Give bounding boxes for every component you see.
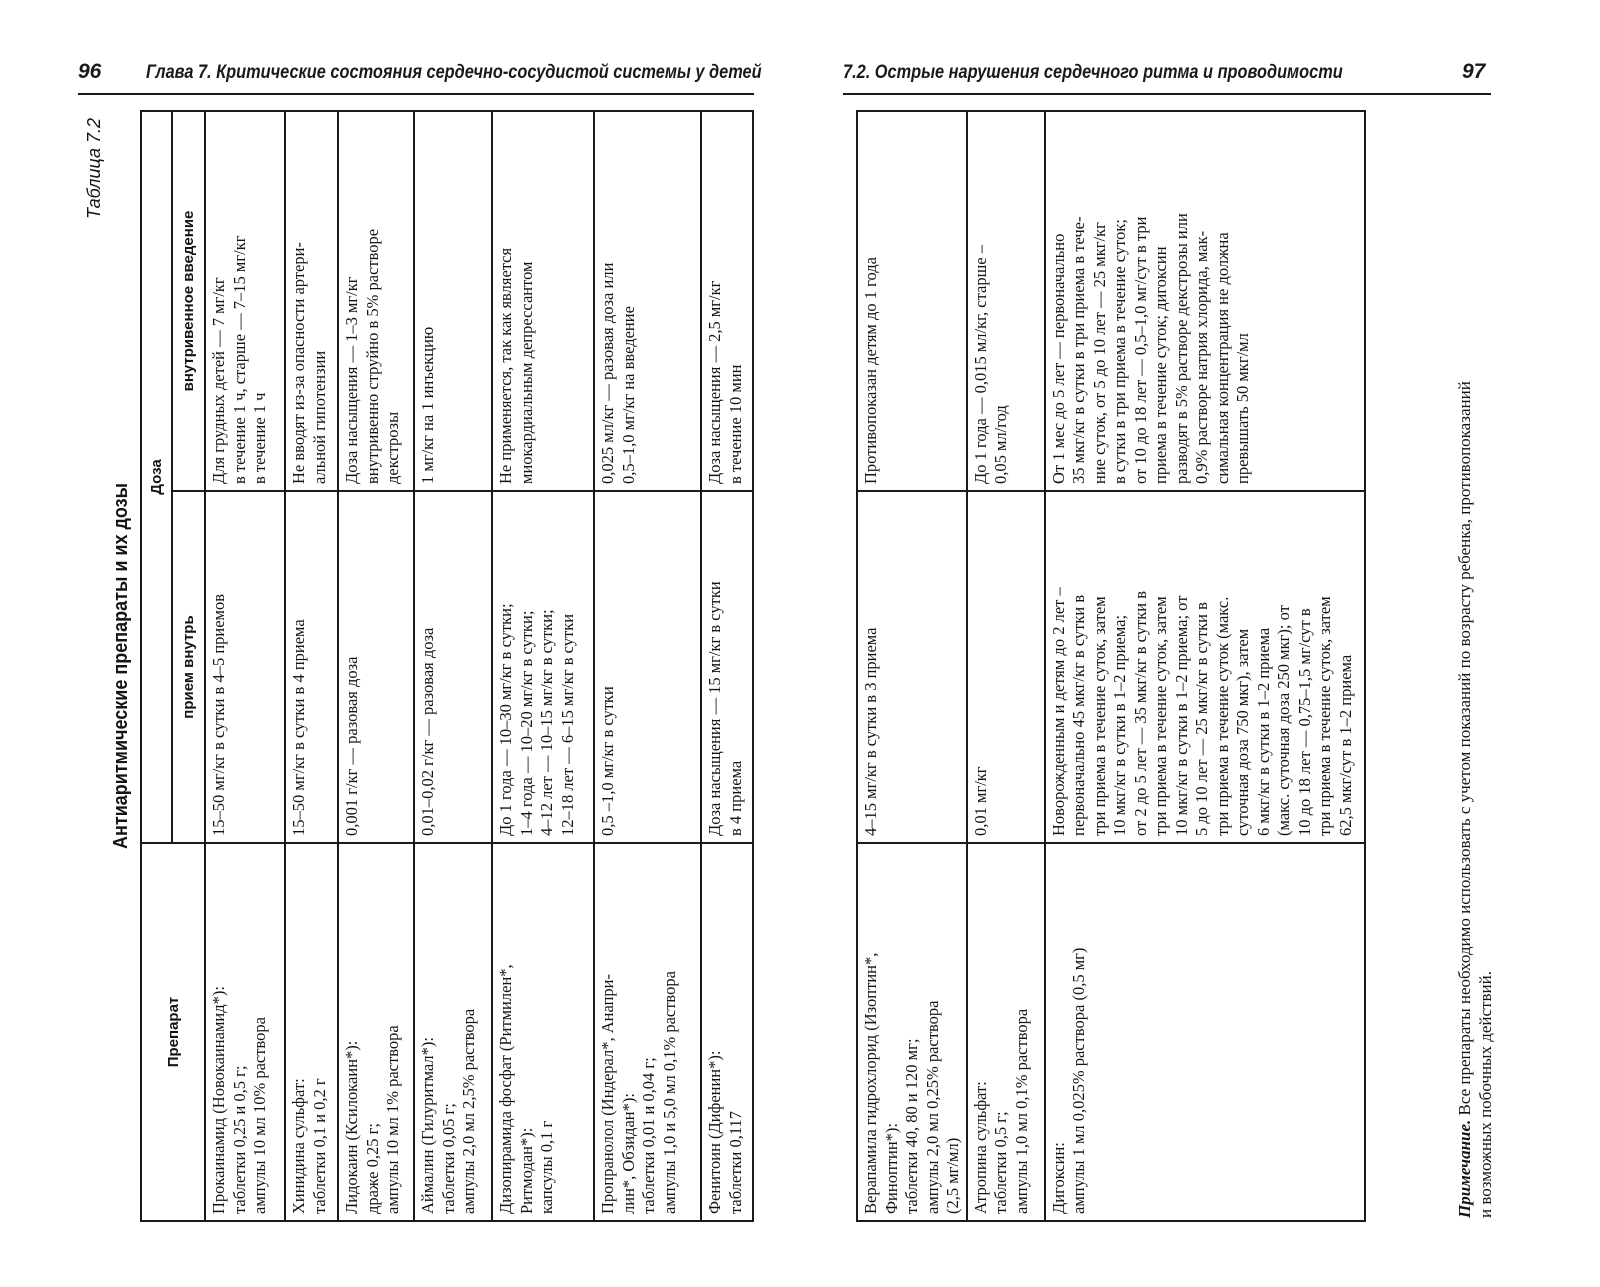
- cell-iv-line: в течение 1 ч, старше — 7–15 мг/кг: [229, 235, 249, 484]
- cell-oral: [338, 491, 414, 843]
- cell-iv-line: Не вводят из-за опасности артери-: [289, 242, 308, 484]
- cell-iv-line: 0,025 мл/кг — разовая доза или: [598, 262, 617, 484]
- left-header-rule: [78, 93, 754, 95]
- cell-drug-line: таблетки 0,05 г;: [438, 1103, 458, 1214]
- cell-oral-line: 0,01 мг/кг: [970, 766, 990, 836]
- cell-oral-line: 10 до 18 лет — 0,75–1,5 мг/сут в: [1294, 608, 1314, 836]
- cell-iv: [701, 111, 753, 491]
- cell-oral-line: 1–4 года — 10–20 мг/кг в сутки;: [516, 610, 536, 836]
- cell-drug-line: ампулы 10 мл 1% раствора: [383, 1025, 402, 1214]
- cell-oral: [701, 491, 753, 843]
- cell-oral-line: суточная доза 750 мкг), затем: [1233, 628, 1252, 836]
- cell-drug: [1045, 843, 1365, 1221]
- cell-oral-line: три приема в течение суток, затем: [1151, 596, 1170, 836]
- cell-drug-line: драже 0,25 г;: [362, 1123, 382, 1214]
- cell-drug: [492, 843, 594, 1221]
- table-row: [594, 111, 701, 1221]
- drug-table-left: [140, 110, 754, 1222]
- right-running-title: 7.2. Острые нарушения сердечного ритма и проводимости: [843, 62, 1343, 83]
- cell-iv-line: декстрозы: [383, 411, 402, 484]
- cell-oral-line: 4–15 мг/кг в сутки в 3 приема: [861, 627, 880, 836]
- cell-drug-line: ампулы 10 мл 10% раствора: [250, 1017, 269, 1214]
- col-drug-header: Препарат: [141, 843, 205, 1221]
- cell-drug-line: ампулы 1,0 мл 0,1% раствора: [1011, 1008, 1031, 1214]
- cell-iv: [967, 111, 1045, 491]
- cell-oral-line: 15–50 мг/кг в сутки в 4–5 приемов: [209, 593, 228, 836]
- right-header-rule: [843, 93, 1491, 95]
- cell-drug-line: таблетки 40, 80 и 120 мг;: [902, 1038, 921, 1214]
- cell-iv-line: ние суток, от 5 до 10 лет — 25 мкг/кг: [1089, 222, 1109, 484]
- table-row: [492, 111, 594, 1221]
- cell-oral-line: 10 мкг/кг в сутки в 1–2 приема;: [1110, 614, 1129, 836]
- cell-drug-line: Дигоксин:: [1048, 1142, 1068, 1214]
- cell-oral: [492, 491, 594, 843]
- cell-oral-line: три приема в течение суток (макс.: [1212, 596, 1232, 836]
- cell-iv: [205, 111, 285, 491]
- cell-oral-line: Доза насыщения — 15 мг/кг в сутки: [705, 581, 724, 836]
- cell-oral-line: 6 мкг/кг в сутки в 1–2 приема: [1253, 627, 1273, 836]
- cell-iv-line: в течение 10 мин: [725, 364, 745, 484]
- table-title: Антиаритмические препараты и их дозы: [110, 483, 132, 849]
- cell-drug-line: ампулы 1 мл 0,025% раствора (0,5 мг): [1069, 947, 1088, 1214]
- cell-oral-line: 5 до 10 лет — 25 мкг/кг в сутки в: [1192, 602, 1211, 836]
- cell-oral: [285, 491, 338, 843]
- note-line-2: и возможных побочных действий.: [1476, 971, 1495, 1218]
- cell-drug-line: Аймалин (Гилуритмал*):: [418, 1037, 437, 1214]
- cell-oral: [414, 491, 492, 843]
- cell-iv-line: альной гипотензии: [309, 350, 329, 484]
- cell-iv: [414, 111, 492, 491]
- cell-iv-line: Не применяется, так как является: [496, 247, 515, 484]
- cell-oral-line: 12–18 лет — 6–15 мг/кг в сутки: [557, 613, 577, 836]
- cell-iv: [594, 111, 701, 491]
- cell-oral-line: До 1 года — 10–30 мг/кг в сутки;: [496, 603, 515, 836]
- cell-oral-line: три приема в течение суток, затем: [1089, 596, 1109, 836]
- col-dose-header: Доза: [141, 111, 172, 843]
- cell-drug-line: таблетки 0,5 г;: [991, 1111, 1010, 1214]
- cell-iv: [285, 111, 338, 491]
- cell-oral: [594, 491, 701, 843]
- cell-drug-line: Лидокаин (Ксилокаин*):: [342, 1040, 361, 1214]
- cell-drug: [414, 843, 492, 1221]
- left-running-title: Глава 7. Критические состояния сердечно-сосудистой системы у детей: [146, 62, 762, 83]
- cell-iv-line: Доза насыщения — 2,5 мг/кг: [705, 280, 724, 484]
- left-page-number: 96: [78, 60, 102, 83]
- cell-oral: [205, 491, 285, 843]
- cell-drug-line: Фенитоин (Дифенин*):: [705, 1050, 724, 1214]
- cell-drug-line: таблетки 0,1 и 0,2 г: [309, 1078, 329, 1214]
- cell-iv-line: приема в течение суток; дигоксин: [1151, 246, 1170, 484]
- cell-oral-line: 0,01–0,02 г/кг — разовая доза: [418, 627, 437, 836]
- table-row: [1045, 111, 1365, 1221]
- cell-iv-line: разводят в 5% растворе декстрозы или: [1171, 213, 1191, 484]
- note-line-1: Все препараты необходимо использовать с учетом показаний по возрасту ребенка, противопоказаний: [1455, 381, 1474, 1120]
- right-page-rotated: [842, 110, 1532, 1222]
- cell-iv-line: симальная концентрация не должна: [1212, 232, 1232, 484]
- cell-drug: [338, 843, 414, 1221]
- cell-drug-line: Пропранолол (Индерал*, Анапри-: [598, 974, 617, 1214]
- cell-drug-line: таблетки 0,01 и 0,04 г;: [639, 1057, 658, 1214]
- cell-iv-line: Противопоказан детям до 1 года: [861, 257, 880, 484]
- left-page-rotated: [80, 110, 770, 1222]
- cell-iv-line: От 1 мес до 5 лет — первоначально: [1048, 233, 1068, 484]
- note-label: Примечание.: [1455, 1119, 1474, 1218]
- right-page-number: 97: [1462, 60, 1486, 83]
- cell-drug-line: Финоптин*):: [881, 1123, 901, 1214]
- drug-table-right: [856, 110, 1366, 1222]
- cell-oral-line: 4–12 лет — 10–15 мг/кг в сутки;: [537, 609, 556, 836]
- cell-drug: [967, 843, 1045, 1221]
- cell-drug: [205, 843, 285, 1221]
- cell-oral-line: 0,001 г/кг — разовая доза: [342, 656, 361, 836]
- cell-oral-line: Новорожденным и детям до 2 лет –: [1048, 587, 1068, 836]
- cell-drug-line: капсулы 0,1 г: [537, 1120, 556, 1214]
- cell-iv-line: Для грудных детей — 7 мг/кг: [209, 277, 228, 484]
- table-row: [967, 111, 1045, 1221]
- cell-iv-line: Доза насыщения — 1–3 мг/кг: [342, 276, 361, 484]
- cell-iv-line: в сутки в три приема в течение суток;: [1110, 219, 1129, 484]
- cell-iv-line: внутривенно струйно в 5% растворе: [362, 228, 382, 484]
- table-row: [414, 111, 492, 1221]
- cell-drug: [857, 843, 967, 1221]
- cell-drug-line: лин*, Обзидан*):: [618, 1093, 638, 1214]
- cell-iv-line: 35 мкг/кг в сутки в три приема в тече-: [1069, 216, 1088, 484]
- cell-oral-line: три приема в течение суток, затем: [1315, 596, 1334, 836]
- table-row: [205, 111, 285, 1221]
- cell-iv-line: 0,5–1,0 мг/кг на введение: [618, 306, 638, 484]
- cell-oral-line: 10 мкг/кг в сутки в 1–2 приема; от: [1171, 595, 1191, 836]
- cell-oral: [857, 491, 967, 843]
- cell-oral-line: в 4 приема: [725, 760, 745, 836]
- cell-drug-line: ампулы 2,0 мл 2,5% раствора: [459, 1008, 478, 1214]
- cell-oral-line: от 2 до 5 лет — 35 мкг/кг в сутки в: [1130, 591, 1150, 836]
- cell-drug-line: Атропина сульфат:: [970, 1081, 990, 1214]
- cell-oral-line: 0,5 –1,0 мг/кг в сутки: [598, 686, 617, 836]
- cell-iv-line: миокардиальным депрессантом: [516, 261, 536, 484]
- cell-iv-line: в течение 1 ч: [250, 392, 269, 484]
- cell-drug-line: ампулы 1,0 и 5,0 мл 0,1% раствора: [659, 971, 679, 1214]
- table-row: [285, 111, 338, 1221]
- cell-iv-line: от 10 до 18 лет — 0,5–1,0 мг/сут в три: [1130, 216, 1150, 484]
- table-caption: Таблица 7.2: [84, 118, 104, 220]
- cell-drug-line: Верапамила гидрохлорид (Изоптин*,: [861, 952, 880, 1214]
- cell-drug-line: Ритмодан*):: [516, 1127, 536, 1214]
- cell-iv: [1045, 111, 1365, 491]
- table-row: [701, 111, 753, 1221]
- cell-oral: [967, 491, 1045, 843]
- cell-drug: [285, 843, 338, 1221]
- cell-oral-line: (макс. суточная доза 250 мкг); от: [1274, 605, 1293, 836]
- cell-oral-line: первоначально 45 мкг/кг в сутки в: [1069, 594, 1088, 836]
- col-iv-header: внутривенное введение: [172, 111, 205, 491]
- cell-drug: [701, 843, 753, 1221]
- cell-iv: [492, 111, 594, 491]
- cell-iv: [857, 111, 967, 491]
- table-row: [857, 111, 967, 1221]
- cell-iv: [338, 111, 414, 491]
- cell-drug-line: Дизопирамида фосфат (Ритмилен*,: [496, 964, 515, 1214]
- cell-drug-line: таблетки 0,25 и 0,5 г;: [229, 1065, 249, 1214]
- cell-drug-line: таблетки 0,117: [725, 1111, 745, 1214]
- cell-drug-line: ампулы 2,0 мл 0,25% раствора: [922, 1000, 942, 1214]
- cell-drug: [594, 843, 701, 1221]
- cell-drug-line: Прокаинамид (Новокаинамид*):: [209, 986, 228, 1214]
- cell-drug-line: (2,5 мг/мл): [943, 1137, 962, 1214]
- col-oral-header: прием внутрь: [172, 491, 205, 843]
- cell-oral-line: 15–50 мг/кг в сутки в 4 приема: [289, 619, 308, 836]
- cell-iv-line: До 1 года — 0,015 мл/кг, старше –: [970, 244, 990, 484]
- cell-iv-line: 1 мг/кг на 1 инъекцию: [418, 326, 437, 484]
- cell-oral-line: 62,5 мкг/сут в 1–2 приема: [1335, 654, 1355, 836]
- cell-oral: [1045, 491, 1365, 843]
- cell-iv-line: 0,9% растворе натрия хлорида, мак-: [1192, 230, 1211, 484]
- cell-iv-line: превышать 50 мкг/мл: [1233, 333, 1252, 484]
- note: [1454, 381, 1496, 1218]
- cell-iv-line: 0,05 мл/год: [991, 405, 1010, 484]
- table-row: [338, 111, 414, 1221]
- cell-drug-line: Хинидина сульфат:: [289, 1078, 308, 1214]
